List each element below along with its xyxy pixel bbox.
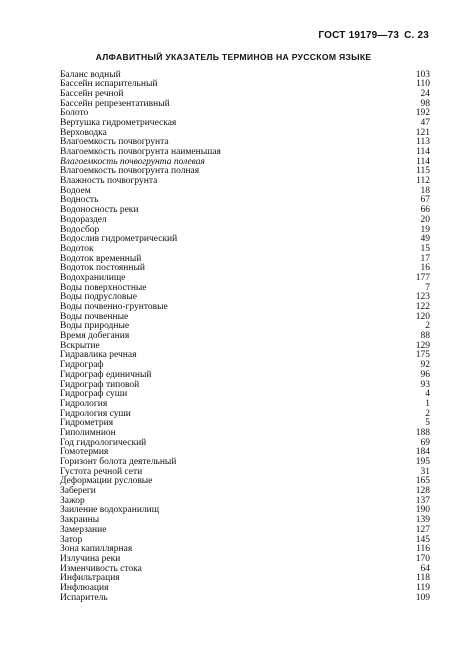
term-page-number: 128 xyxy=(415,486,430,497)
term-name: Воды природные xyxy=(60,321,130,332)
term-row xyxy=(60,526,430,536)
term-page-number: 114 xyxy=(416,156,430,167)
term-page-number: 49 xyxy=(420,234,430,245)
term-name: Излучина реки xyxy=(60,553,121,564)
term-name: Гидрология суши xyxy=(60,408,131,419)
term-name: Вскрытие xyxy=(60,340,100,351)
term-name: Забереги xyxy=(60,486,96,497)
term-name: Гидравлика речная xyxy=(60,350,137,361)
term-row xyxy=(60,487,430,497)
term-name: Инфильтрация xyxy=(60,573,120,584)
term-index-list xyxy=(60,71,430,604)
term-name: Горизонт болота деятельный xyxy=(60,457,177,467)
term-row xyxy=(60,584,430,594)
term-page-number: 190 xyxy=(415,505,430,516)
term-row xyxy=(60,477,430,487)
term-page-number: 184 xyxy=(415,447,430,458)
term-page-number: 69 xyxy=(420,437,430,448)
term-page-number: 118 xyxy=(416,573,430,584)
term-name: Бассейн речной xyxy=(60,88,124,99)
term-page-number: 114 xyxy=(416,147,430,157)
term-name: Испаритель xyxy=(60,592,108,603)
term-name: Воды почвенные xyxy=(60,311,129,322)
term-row xyxy=(60,351,430,361)
term-page-number: 5 xyxy=(425,418,430,429)
term-page-number: 2 xyxy=(425,321,430,332)
term-page-number: 110 xyxy=(416,79,430,90)
page-number: С. 23 xyxy=(404,30,429,41)
term-row xyxy=(60,594,430,604)
term-row xyxy=(60,187,430,197)
term-name: Гидрограф суши xyxy=(60,389,128,400)
term-page-number: 139 xyxy=(415,515,430,526)
term-name: Заиление водохранилищ xyxy=(60,505,160,516)
term-page-number: 192 xyxy=(415,108,430,119)
term-row xyxy=(60,177,430,187)
term-name: Замерзание xyxy=(60,524,107,535)
page-header xyxy=(316,30,429,41)
term-page-number: 24 xyxy=(420,88,430,99)
term-name: Гидрология xyxy=(60,398,108,409)
term-page-number: 137 xyxy=(415,495,430,506)
term-page-number: 2 xyxy=(425,408,430,419)
term-name: Водосбор xyxy=(60,224,100,235)
term-page-number: 103 xyxy=(415,69,430,80)
term-name: Верховодка xyxy=(60,127,107,138)
term-page-number: 177 xyxy=(415,272,430,283)
term-page-number: 122 xyxy=(415,302,430,312)
term-name: Гидрометрия xyxy=(60,418,114,429)
term-name: Баланс водный xyxy=(60,69,121,80)
term-name: Гиполимнион xyxy=(60,427,116,438)
term-name: Воды поверхностные xyxy=(60,282,147,293)
term-page-number: 123 xyxy=(415,292,430,303)
term-name: Влажность почвогрунта xyxy=(60,176,158,187)
term-row xyxy=(60,216,430,226)
term-name: Год гидрологический xyxy=(60,437,147,448)
term-page-number: 170 xyxy=(415,553,430,564)
term-row xyxy=(60,506,430,516)
term-page-number: 98 xyxy=(420,98,430,109)
term-page-number: 120 xyxy=(415,311,430,322)
term-page-number: 113 xyxy=(416,137,430,148)
term-page-number: 4 xyxy=(425,389,430,400)
term-page-number: 116 xyxy=(416,544,430,555)
term-row xyxy=(60,516,430,526)
term-name: Зона капиллярная xyxy=(60,544,133,555)
term-row xyxy=(60,100,430,110)
term-name: Воды подрусловые xyxy=(60,292,137,303)
term-page-number: 67 xyxy=(420,195,430,206)
standard-number: ГОСТ 19179—73 xyxy=(318,30,400,41)
term-page-number: 115 xyxy=(416,166,430,177)
term-name: Гидрограф xyxy=(60,360,104,371)
term-name: Влагоемкость почвогрунта наименьшая xyxy=(60,147,221,157)
term-page-number: 31 xyxy=(420,466,430,477)
term-page-number: 112 xyxy=(416,176,430,187)
term-page-number: 88 xyxy=(420,331,430,342)
term-page-number: 96 xyxy=(420,369,430,380)
term-page-number: 16 xyxy=(420,263,430,274)
term-name: Гомотермия xyxy=(60,447,109,458)
term-row xyxy=(60,206,430,216)
term-page-number: 15 xyxy=(420,243,430,254)
term-page-number: 19 xyxy=(420,224,430,235)
term-name: Влагоемкость почвогрунта xyxy=(60,137,169,148)
term-name: Водослив гидрометрический xyxy=(60,234,178,245)
term-name: Инфлюация xyxy=(60,582,109,593)
term-name: Затор xyxy=(60,534,83,545)
term-row xyxy=(60,390,430,400)
term-page-number: 195 xyxy=(415,457,430,467)
term-page-number: 165 xyxy=(415,476,430,487)
term-row xyxy=(60,439,430,449)
term-row xyxy=(60,574,430,584)
term-page-number: 93 xyxy=(420,379,430,390)
term-row xyxy=(60,235,430,245)
term-page-number: 145 xyxy=(415,534,430,545)
index-title: АЛФАВИТНЫЙ УКАЗАТЕЛЬ ТЕРМИНОВ НА РУССКОМ ЯЗЫКЕ xyxy=(95,52,372,62)
term-page-number: 188 xyxy=(415,427,430,438)
term-name: Время добегания xyxy=(60,331,130,342)
term-name: Закраины xyxy=(60,515,100,526)
term-name: Гидрограф типовой xyxy=(60,379,140,390)
term-page-number: 129 xyxy=(415,340,430,351)
term-name: Водораздел xyxy=(60,214,107,225)
term-page-number: 92 xyxy=(420,360,430,371)
term-page-number: 17 xyxy=(420,253,430,264)
term-name: Деформации русловые xyxy=(60,476,153,487)
term-page-number: 109 xyxy=(415,592,430,603)
term-name: Водоток временный xyxy=(60,253,142,264)
term-name: Влагоемкость почвогрунта полевая xyxy=(60,156,205,167)
term-name: Изменчивость стока xyxy=(60,563,142,574)
term-page-number: 1 xyxy=(425,398,430,409)
term-name: Болото xyxy=(60,108,89,119)
term-row xyxy=(60,410,430,420)
term-name: Бассейн испарительный xyxy=(60,79,158,90)
term-page-number: 18 xyxy=(420,185,430,196)
term-name: Водохранилище xyxy=(60,272,126,283)
term-row xyxy=(60,332,430,342)
term-name: Зажор xyxy=(60,495,85,506)
term-name: Водоток xyxy=(60,243,94,254)
term-page-number: 64 xyxy=(420,563,430,574)
term-page-number: 119 xyxy=(416,582,430,593)
term-page-number: 175 xyxy=(415,350,430,361)
term-name: Воды почвенно-грунтовые xyxy=(60,302,168,312)
term-page-number: 121 xyxy=(415,127,430,138)
term-name: Густота речной сети xyxy=(60,466,143,477)
term-name: Бассейн репрезентативный xyxy=(60,98,170,109)
term-page-number: 20 xyxy=(420,214,430,225)
term-name: Водность xyxy=(60,195,99,206)
term-name: Водоносность реки xyxy=(60,205,139,216)
term-page-number: 47 xyxy=(420,117,430,128)
term-name: Влагоемкость почвогрунта полная xyxy=(60,166,200,177)
term-row xyxy=(60,119,430,129)
term-page-number: 7 xyxy=(425,282,430,293)
term-name: Гидрограф единичный xyxy=(60,369,152,380)
term-name: Водоем xyxy=(60,185,91,196)
term-page-number: 127 xyxy=(415,524,430,535)
term-name: Вертушка гидрометрическая xyxy=(60,117,177,128)
term-name: Водоток постоянный xyxy=(60,263,145,274)
term-page-number: 66 xyxy=(420,205,430,216)
